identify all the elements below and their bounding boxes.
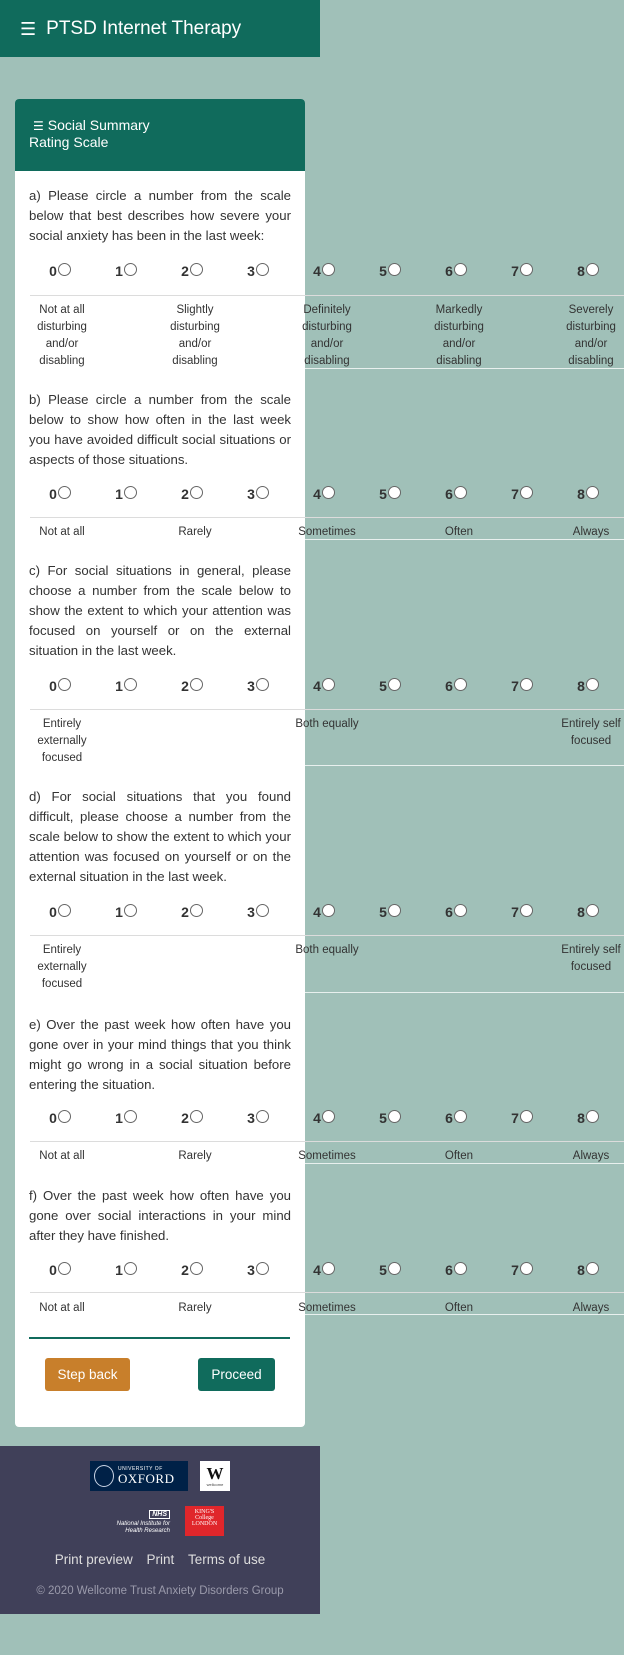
nhs-badge: NHS: [149, 1510, 170, 1519]
radio-button[interactable]: [520, 263, 533, 276]
rating-option[interactable]: [96, 678, 156, 694]
radio-button[interactable]: [586, 263, 599, 276]
rating-option[interactable]: [360, 904, 420, 920]
radio-button[interactable]: [256, 486, 269, 499]
rating-option[interactable]: [162, 486, 222, 502]
radio-button[interactable]: [586, 678, 599, 691]
radio-button[interactable]: [388, 1110, 401, 1123]
footer-links: [0, 1552, 320, 1567]
rating-number: 6: [445, 678, 453, 694]
radio-button[interactable]: [58, 678, 71, 691]
radio-button[interactable]: [322, 678, 335, 691]
scale-anchor-label: Rarely: [178, 526, 212, 538]
scale-anchor-label: Often: [444, 1302, 474, 1314]
step-back-button[interactable]: Step back: [45, 1358, 130, 1391]
question-divider: [305, 765, 624, 766]
scale-anchor-label: Not at all: [39, 1302, 85, 1314]
rating-number: 3: [247, 486, 255, 502]
rating-option[interactable]: [228, 904, 288, 920]
rating-option[interactable]: [558, 263, 618, 279]
radio-button[interactable]: [256, 678, 269, 691]
oxford-small-text: UNIVERSITY OF: [118, 1466, 163, 1472]
radio-button[interactable]: [520, 1262, 533, 1275]
nihr-logo: [100, 1510, 170, 1538]
radio-button[interactable]: [190, 486, 203, 499]
rating-scale: [30, 678, 620, 698]
rating-number: 2: [181, 678, 189, 694]
rating-number: 7: [511, 1262, 519, 1278]
rating-number: 4: [313, 486, 321, 502]
radio-button[interactable]: [520, 904, 533, 917]
rating-scale: [30, 1262, 620, 1282]
radio-button[interactable]: [124, 486, 137, 499]
rating-number: 8: [577, 904, 585, 920]
radio-button[interactable]: [190, 1262, 203, 1275]
rating-number: 6: [445, 486, 453, 502]
radio-button[interactable]: [322, 263, 335, 276]
rating-option[interactable]: [360, 486, 420, 502]
scale-anchor-label: Entirely self focused: [561, 718, 621, 747]
rating-option[interactable]: [96, 1262, 156, 1278]
rating-option[interactable]: [96, 1110, 156, 1126]
rating-number: 7: [511, 1110, 519, 1126]
radio-button[interactable]: [322, 904, 335, 917]
radio-button[interactable]: [190, 263, 203, 276]
question-divider: [305, 992, 624, 993]
rating-option[interactable]: [426, 904, 486, 920]
scale-anchor-label: Always: [572, 526, 610, 538]
rating-scale: [30, 904, 620, 924]
radio-button[interactable]: [190, 904, 203, 917]
radio-button[interactable]: [322, 1110, 335, 1123]
radio-button[interactable]: [124, 263, 137, 276]
rating-option[interactable]: [30, 1262, 90, 1278]
rating-number: 0: [49, 1110, 57, 1126]
rating-option[interactable]: [426, 1110, 486, 1126]
rating-option[interactable]: [360, 1110, 420, 1126]
rating-option[interactable]: [558, 678, 618, 694]
radio-button[interactable]: [454, 904, 467, 917]
rating-number: 1: [115, 263, 123, 279]
oxford-big-text: OXFORD: [118, 1471, 175, 1486]
rating-option[interactable]: [492, 1110, 552, 1126]
rating-number: 8: [577, 486, 585, 502]
print-preview-link[interactable]: Print preview: [54, 1552, 133, 1567]
scale-anchor-label: Rarely: [178, 1302, 212, 1314]
rating-number: 2: [181, 486, 189, 502]
app-title: PTSD Internet Therapy: [46, 17, 242, 39]
rating-number: 5: [379, 486, 387, 502]
oxford-logo: [90, 1461, 188, 1491]
rating-number: 3: [247, 678, 255, 694]
radio-button[interactable]: [388, 486, 401, 499]
kings-college-logo: [185, 1506, 224, 1536]
question-text: c) For social situations in general, please choose a number from the scale below to show the extent to which your attention was focused on yourself or on the external situation in the last week.: [29, 563, 291, 658]
rating-number: 4: [313, 1262, 321, 1278]
rating-number: 6: [445, 1110, 453, 1126]
rating-scale: [30, 263, 620, 283]
radio-button[interactable]: [388, 1262, 401, 1275]
radio-button[interactable]: [256, 904, 269, 917]
rating-number: 4: [313, 904, 321, 920]
menu-icon[interactable]: ☰: [20, 18, 37, 39]
radio-button[interactable]: [256, 263, 269, 276]
rating-option[interactable]: [294, 263, 354, 279]
footer: [0, 1446, 320, 1614]
wellcome-logo: [200, 1461, 230, 1491]
rating-number: 2: [181, 1110, 189, 1126]
rating-number: 8: [577, 678, 585, 694]
rating-option[interactable]: [558, 904, 618, 920]
kings-line2: College: [195, 1515, 214, 1521]
rating-number: 5: [379, 1262, 387, 1278]
rating-option[interactable]: [228, 263, 288, 279]
rating-option[interactable]: [30, 678, 90, 694]
oxford-crest-icon: [94, 1465, 114, 1487]
rating-scale: [30, 486, 620, 506]
scale-anchor-label: Sometimes: [298, 1302, 356, 1314]
radio-button[interactable]: [58, 904, 71, 917]
scale-divider: [30, 1292, 624, 1293]
scale-anchor-label: Often: [444, 526, 474, 538]
rating-number: 1: [115, 678, 123, 694]
radio-button[interactable]: [586, 486, 599, 499]
rating-number: 0: [49, 1262, 57, 1278]
rating-number: 2: [181, 904, 189, 920]
rating-option[interactable]: [294, 1262, 354, 1278]
scale-divider: [30, 709, 624, 710]
rating-option[interactable]: [228, 678, 288, 694]
rating-number: 0: [49, 486, 57, 502]
rating-option[interactable]: [492, 678, 552, 694]
radio-button[interactable]: [454, 486, 467, 499]
card-header: [15, 99, 305, 171]
question-divider: [305, 1314, 624, 1315]
kings-line3: LONDON: [191, 1521, 218, 1527]
rating-option[interactable]: [360, 1262, 420, 1278]
scale-anchor-label: Not at all: [39, 526, 85, 538]
terms-of-use-link[interactable]: Terms of use: [188, 1552, 266, 1567]
scale-divider: [30, 295, 624, 296]
question-divider: [305, 539, 624, 540]
rating-number: 3: [247, 263, 255, 279]
scale-divider: [30, 517, 624, 518]
scale-divider: [30, 1141, 624, 1142]
rating-option[interactable]: [492, 1262, 552, 1278]
rating-option[interactable]: [558, 1110, 618, 1126]
rating-number: 7: [511, 678, 519, 694]
scale-anchor-label: Always: [572, 1302, 610, 1314]
radio-button[interactable]: [520, 678, 533, 691]
radio-button[interactable]: [124, 1110, 137, 1123]
scale-anchor-label: Severely disturbing and/or disabling: [566, 304, 616, 367]
rating-option[interactable]: [426, 678, 486, 694]
print-link[interactable]: Print: [146, 1552, 175, 1567]
radio-button[interactable]: [58, 486, 71, 499]
rating-number: 1: [115, 1110, 123, 1126]
scale-anchor-label: Entirely externally focused: [37, 944, 87, 990]
scale-anchor-label: Often: [444, 1150, 474, 1162]
radio-button[interactable]: [124, 1262, 137, 1275]
scale-anchor-label: Entirely self focused: [561, 944, 621, 973]
rating-number: 5: [379, 263, 387, 279]
scale-anchor-label: Slightly disturbing and/or disabling: [170, 304, 220, 367]
radio-button[interactable]: [58, 1110, 71, 1123]
rating-option[interactable]: [30, 263, 90, 279]
rating-option[interactable]: [228, 1110, 288, 1126]
rating-option[interactable]: [426, 486, 486, 502]
list-icon: ☰: [33, 119, 44, 133]
rating-number: 0: [49, 678, 57, 694]
rating-number: 7: [511, 904, 519, 920]
radio-button[interactable]: [388, 263, 401, 276]
scale-anchor-label: Not at all: [39, 1150, 85, 1162]
rating-option[interactable]: [96, 904, 156, 920]
rating-option[interactable]: [492, 904, 552, 920]
rating-option[interactable]: [360, 263, 420, 279]
card-title-line1: Social Summary: [47, 117, 150, 133]
question-text: f) Over the past week how often have you gone over social interactions in your mind after they have finished.: [29, 1188, 291, 1243]
nihr-line2: Health Research: [125, 1528, 170, 1534]
proceed-button[interactable]: Proceed: [198, 1358, 275, 1391]
question-divider: [305, 1163, 624, 1164]
rating-option[interactable]: [360, 678, 420, 694]
question-text: d) For social situations that you found difficult, please choose a number from the scale below to show the extent to which your attention was focused on yourself or on the external situation in the last week.: [29, 789, 291, 884]
scale-anchor-label: Markedly disturbing and/or disabling: [434, 304, 484, 367]
radio-button[interactable]: [586, 1262, 599, 1275]
radio-button[interactable]: [256, 1110, 269, 1123]
rating-option[interactable]: [294, 678, 354, 694]
rating-scale: [30, 1110, 620, 1130]
rating-option[interactable]: [558, 486, 618, 502]
nihr-line1: National Institute for: [116, 1521, 170, 1527]
radio-button[interactable]: [190, 1110, 203, 1123]
rating-option[interactable]: [426, 1262, 486, 1278]
rating-number: 3: [247, 1110, 255, 1126]
rating-number: 5: [379, 1110, 387, 1126]
rating-option[interactable]: [294, 904, 354, 920]
radio-button[interactable]: [388, 904, 401, 917]
rating-option[interactable]: [162, 904, 222, 920]
rating-option[interactable]: [228, 1262, 288, 1278]
rating-option[interactable]: [96, 263, 156, 279]
rating-number: 5: [379, 678, 387, 694]
rating-number: 8: [577, 263, 585, 279]
rating-number: 4: [313, 263, 321, 279]
copyright: © 2020 Wellcome Trust Anxiety Disorders Group: [36, 1585, 284, 1597]
rating-number: 1: [115, 1262, 123, 1278]
radio-button[interactable]: [322, 1262, 335, 1275]
rating-option[interactable]: [492, 263, 552, 279]
rating-option[interactable]: [30, 904, 90, 920]
rating-option[interactable]: [228, 486, 288, 502]
rating-number: 4: [313, 678, 321, 694]
rating-number: 8: [577, 1110, 585, 1126]
rating-number: 6: [445, 1262, 453, 1278]
question-text: b) Please circle a number from the scale below to show how often in the last week you have avoided difficult social situations or aspects of those situations.: [29, 392, 291, 467]
scale-anchor-label: Rarely: [178, 1150, 212, 1162]
scale-anchor-label: Both equally: [295, 718, 359, 730]
scale-anchor-label: Entirely externally focused: [37, 718, 87, 764]
rating-option[interactable]: [162, 1110, 222, 1126]
rating-number: 3: [247, 1262, 255, 1278]
app-header: [0, 0, 320, 57]
radio-button[interactable]: [124, 904, 137, 917]
card-title-line2: Rating Scale: [29, 134, 109, 150]
question-text: e) Over the past week how often have you gone over in your mind things that you think might go wrong in a social situation before entering the situation.: [29, 1017, 291, 1092]
radio-button[interactable]: [322, 486, 335, 499]
scale-divider: [30, 935, 624, 936]
radio-button[interactable]: [124, 678, 137, 691]
rating-number: 4: [313, 1110, 321, 1126]
radio-button[interactable]: [586, 904, 599, 917]
rating-number: 2: [181, 1262, 189, 1278]
scale-anchor-label: Always: [572, 1150, 610, 1162]
wellcome-letter: W: [206, 1464, 224, 1483]
rating-number: 2: [181, 263, 189, 279]
scale-anchor-label: Definitely disturbing and/or disabling: [302, 304, 352, 367]
radio-button[interactable]: [454, 263, 467, 276]
rating-option[interactable]: [30, 1110, 90, 1126]
rating-option[interactable]: [492, 486, 552, 502]
rating-number: 5: [379, 904, 387, 920]
question-divider: [305, 368, 624, 369]
rating-option[interactable]: [558, 1262, 618, 1278]
radio-button[interactable]: [454, 678, 467, 691]
rating-number: 0: [49, 904, 57, 920]
radio-button[interactable]: [58, 1262, 71, 1275]
rating-option[interactable]: [294, 1110, 354, 1126]
rating-number: 7: [511, 263, 519, 279]
rating-option[interactable]: [162, 263, 222, 279]
rating-option[interactable]: [162, 1262, 222, 1278]
rating-number: 3: [247, 904, 255, 920]
radio-button[interactable]: [454, 1110, 467, 1123]
radio-button[interactable]: [520, 486, 533, 499]
rating-number: 8: [577, 1262, 585, 1278]
radio-button[interactable]: [256, 1262, 269, 1275]
rating-option[interactable]: [162, 678, 222, 694]
rating-option[interactable]: [294, 486, 354, 502]
kings-line1: KING'S: [194, 1509, 215, 1515]
radio-button[interactable]: [388, 678, 401, 691]
rating-number: 6: [445, 904, 453, 920]
rating-number: 1: [115, 904, 123, 920]
rating-number: 7: [511, 486, 519, 502]
scale-anchor-label: Sometimes: [298, 1150, 356, 1162]
rating-option[interactable]: [96, 486, 156, 502]
rating-number: 1: [115, 486, 123, 502]
divider: [29, 1337, 290, 1339]
radio-button[interactable]: [58, 263, 71, 276]
rating-number: 6: [445, 263, 453, 279]
scale-anchor-label: Not at all disturbing and/or disabling: [37, 304, 87, 367]
radio-button[interactable]: [520, 1110, 533, 1123]
radio-button[interactable]: [454, 1262, 467, 1275]
radio-button[interactable]: [586, 1110, 599, 1123]
wellcome-word: wellcome: [206, 1482, 224, 1487]
rating-option[interactable]: [30, 486, 90, 502]
rating-number: 0: [49, 263, 57, 279]
question-text: a) Please circle a number from the scale below that best describes how severe your social anxiety has been in the last week:: [29, 188, 291, 243]
scale-anchor-label: Sometimes: [298, 526, 356, 538]
scale-anchor-label: Both equally: [295, 944, 359, 956]
radio-button[interactable]: [190, 678, 203, 691]
rating-option[interactable]: [426, 263, 486, 279]
